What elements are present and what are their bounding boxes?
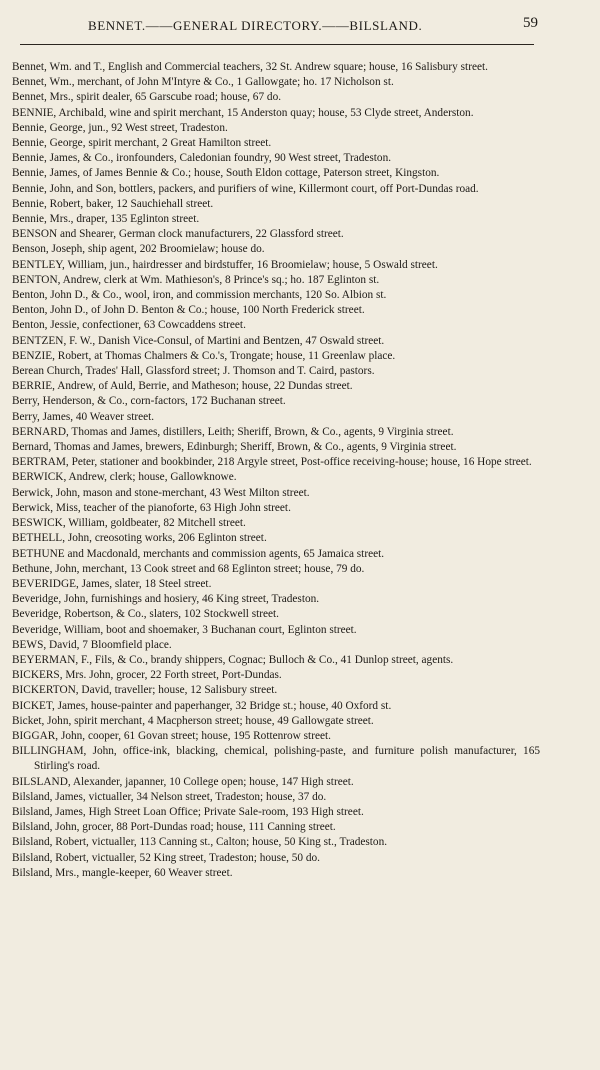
directory-entry: BILSLAND, Alexander, japanner, 10 College open; house, 147 High street.	[12, 775, 354, 788]
header-rule	[20, 44, 534, 45]
directory-entry: Berry, Henderson, & Co., corn-factors, 172 Buchanan street.	[12, 395, 286, 408]
directory-entry: Bennie, James, of James Bennie & Co.; house, South Eldon cottage, Paterson street, Kingston.	[12, 167, 440, 180]
directory-entry: Benton, John D., of John D. Benton & Co.; house, 100 North Frederick street.	[12, 304, 365, 317]
directory-entry: Bennet, Wm., merchant, of John M'Intyre & Co., 1 Gallowgate; ho. 17 Nicholson st.	[12, 76, 394, 89]
directory-entry: Benton, John D., & Co., wool, iron, and commission merchants, 120 So. Albion st.	[12, 289, 387, 302]
directory-entry: Berry, James, 40 Weaver street.	[12, 410, 155, 423]
directory-entry: BERWICK, Andrew, clerk; house, Gallowknowe.	[12, 471, 237, 484]
directory-entry: Beveridge, William, boot and shoemaker, 3 Buchanan court, Eglinton street.	[12, 623, 357, 636]
directory-entry: Berean Church, Trades' Hall, Glassford street; J. Thomson and T. Caird, pastors.	[12, 365, 375, 378]
directory-entry: Bilsland, Robert, victualler, 113 Canning st., Calton; house, 50 King st., Tradeston.	[12, 836, 388, 849]
page-header	[0, 14, 600, 38]
directory-entry: Bilsland, James, High Street Loan Office; Private Sale-room, 193 High street.	[12, 805, 364, 818]
directory-entry: BENNIE, Archibald, wine and spirit merchant, 15 Anderston quay; house, 53 Clyde street, Anderston.	[12, 106, 474, 119]
directory-entry: BENSON and Shearer, German clock manufacturers, 22 Glassford street.	[12, 228, 344, 241]
directory-entry: Bilsland, Robert, victualler, 52 King street, Tradeston; house, 50 do.	[12, 851, 320, 864]
directory-entry: Bennie, George, spirit merchant, 2 Great Hamilton street.	[12, 137, 272, 150]
directory-entry: Bilsland, John, grocer, 88 Port-Dundas road; house, 111 Canning street.	[12, 821, 336, 834]
directory-entry: BEYERMAN, F., Fils, & Co., brandy shippers, Cognac; Bulloch & Co., 41 Dunlop street, agents.	[12, 653, 454, 666]
directory-entry: Bennie, Robert, baker, 12 Sauchiehall street.	[12, 197, 214, 210]
directory-entry: BICKERTON, David, traveller; house, 12 Salisbury street.	[12, 684, 278, 697]
directory-entry: Bennet, Wm. and T., English and Commercial teachers, 32 St. Andrew square; house, 16 Salisbury street.	[12, 61, 488, 73]
directory-entry: Benton, Jessie, confectioner, 63 Cowcaddens street.	[12, 319, 246, 332]
directory-entry: Bernard, Thomas and James, brewers, Edinburgh; Sheriff, Brown, & Co., agents, 9 Virginia street.	[12, 441, 457, 454]
directory-entry: BETHELL, John, creosoting works, 206 Eglinton street.	[12, 532, 267, 545]
directory-entry: Bethune, John, merchant, 13 Cook street and 68 Eglinton street; house, 79 do.	[12, 562, 365, 575]
directory-entry: Bennie, John, and Son, bottlers, packers, and purifiers of wine, Killermont court, off Port-Dundas road.	[12, 182, 479, 195]
directory-entry: BERNARD, Thomas and James, distillers, Leith; Sheriff, Brown, & Co., agents, 9 Virginia street.	[12, 425, 454, 438]
directory-entry: BESWICK, William, goldbeater, 82 Mitchell street.	[12, 517, 246, 530]
directory-entry: Beveridge, Robertson, & Co., slaters, 102 Stockwell street.	[12, 608, 279, 621]
directory-entry: BERTRAM, Peter, stationer and bookbinder, 218 Argyle street, Post-office receiving-house; house, 16 Hope street.	[12, 456, 532, 469]
directory-entry: BICKET, James, house-painter and paperhanger, 32 Bridge st.; house, 40 Oxford st.	[12, 699, 392, 712]
directory-entry: BEVERIDGE, James, slater, 18 Steel street.	[12, 577, 212, 590]
directory-entry: BENTON, Andrew, clerk at Wm. Mathieson's, 8 Prince's sq.; ho. 187 Eglinton st.	[12, 273, 380, 286]
directory-entry: BENTLEY, William, jun., hairdresser and birdstuffer, 16 Broomielaw; house, 5 Oswald street.	[12, 258, 438, 271]
directory-entry: Beveridge, John, furnishings and hosiery, 46 King street, Tradeston.	[12, 593, 320, 606]
directory-entry: Bilsland, James, victualler, 34 Nelson street, Tradeston; house, 37 do.	[12, 790, 327, 803]
page-number: 59	[523, 15, 538, 31]
directory-entry: BETHUNE and Macdonald, merchants and commission agents, 65 Jamaica street.	[12, 547, 385, 560]
directory-entry: BENTZEN, F. W., Danish Vice-Consul, of Martini and Bentzen, 47 Oswald street.	[12, 334, 385, 347]
directory-entries	[12, 60, 540, 881]
directory-entry: BICKERS, Mrs. John, grocer, 22 Forth street, Port-Dundas.	[12, 669, 282, 682]
directory-entry: Bennie, George, jun., 92 West street, Tradeston.	[12, 121, 228, 134]
directory-entry: Bilsland, Mrs., mangle-keeper, 60 Weaver street.	[12, 866, 233, 879]
directory-entry: Bennie, James, & Co., ironfounders, Caledonian foundry, 90 West street, Tradeston.	[12, 152, 392, 165]
directory-entry: BEWS, David, 7 Bloomfield place.	[12, 638, 172, 651]
directory-entry: Bennie, Mrs., draper, 135 Eglinton street.	[12, 213, 200, 226]
running-head: BENNET.——GENERAL DIRECTORY.——BILSLAND.	[88, 18, 423, 33]
directory-entry: Berwick, Miss, teacher of the pianoforte, 63 High John street.	[12, 501, 291, 514]
directory-entry: BERRIE, Andrew, of Auld, Berrie, and Matheson; house, 22 Dundas street.	[12, 380, 353, 393]
directory-entry: Berwick, John, mason and stone-merchant, 43 West Milton street.	[12, 486, 310, 499]
directory-entry: Bicket, John, spirit merchant, 4 Macpherson street; house, 49 Gallowgate street.	[12, 714, 374, 727]
directory-entry: Bennet, Mrs., spirit dealer, 65 Garscube road; house, 67 do.	[12, 91, 282, 104]
directory-entry: BIGGAR, John, cooper, 61 Govan street; house, 195 Rottenrow street.	[12, 729, 331, 742]
directory-entry: Benson, Joseph, ship agent, 202 Broomielaw; house do.	[12, 243, 265, 256]
directory-entry: BENZIE, Robert, at Thomas Chalmers & Co.'s, Trongate; house, 11 Greenlaw place.	[12, 349, 396, 362]
directory-entry: BILLINGHAM, John, office-ink, blacking, chemical, polishing-paste, and furniture polish manufacturer, 165 Stirling's road.	[12, 745, 540, 773]
